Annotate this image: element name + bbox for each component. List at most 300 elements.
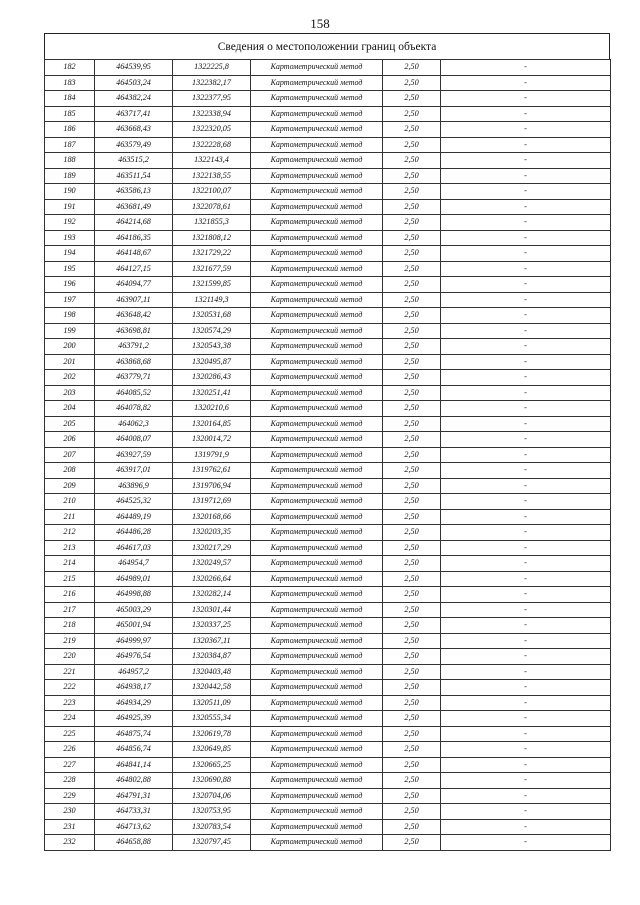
table-row [45,401,611,417]
x-coordinate-cell: 464094,77 [95,277,173,293]
y-coordinate-cell: 1322138,55 [173,168,251,184]
table-row [45,246,611,262]
method-cell: Картометрический метод [251,401,383,417]
point-number-cell: 207 [45,447,95,463]
point-number-cell: 213 [45,540,95,556]
x-coordinate-cell: 464127,15 [95,261,173,277]
note-cell: - [441,819,611,835]
table-row [45,556,611,572]
y-coordinate-cell: 1320217,29 [173,540,251,556]
method-cell: Картометрический метод [251,122,383,138]
accuracy-cell: 2,50 [383,711,441,727]
x-coordinate-cell: 463779,71 [95,370,173,386]
note-cell: - [441,385,611,401]
y-coordinate-cell: 1320543,38 [173,339,251,355]
y-coordinate-cell: 1321808,12 [173,230,251,246]
accuracy-cell: 2,50 [383,773,441,789]
y-coordinate-cell: 1319791,9 [173,447,251,463]
accuracy-cell: 2,50 [383,339,441,355]
note-cell: - [441,695,611,711]
x-coordinate-cell: 463681,49 [95,199,173,215]
method-cell: Картометрический метод [251,494,383,510]
table-row [45,184,611,200]
accuracy-cell: 2,50 [383,757,441,773]
y-coordinate-cell: 1321149,3 [173,292,251,308]
point-number-cell: 191 [45,199,95,215]
y-coordinate-cell: 1320649,85 [173,742,251,758]
y-coordinate-cell: 1319706,94 [173,478,251,494]
accuracy-cell: 2,50 [383,587,441,603]
y-coordinate-cell: 1322143,4 [173,153,251,169]
accuracy-cell: 2,50 [383,633,441,649]
note-cell: - [441,447,611,463]
note-cell: - [441,742,611,758]
method-cell: Картометрический метод [251,819,383,835]
y-coordinate-cell: 1320511,09 [173,695,251,711]
method-cell: Картометрический метод [251,649,383,665]
table-row [45,587,611,603]
point-number-cell: 229 [45,788,95,804]
method-cell: Картометрический метод [251,618,383,634]
table-row [45,153,611,169]
y-coordinate-cell: 1320665,25 [173,757,251,773]
x-coordinate-cell: 464658,88 [95,835,173,851]
x-coordinate-cell: 464938,17 [95,680,173,696]
table-row [45,339,611,355]
method-cell: Картометрический метод [251,230,383,246]
x-coordinate-cell: 464489,19 [95,509,173,525]
method-cell: Картометрический метод [251,525,383,541]
point-number-cell: 217 [45,602,95,618]
accuracy-cell: 2,50 [383,664,441,680]
x-coordinate-cell: 464934,29 [95,695,173,711]
table-row [45,106,611,122]
point-number-cell: 232 [45,835,95,851]
note-cell: - [441,757,611,773]
accuracy-cell: 2,50 [383,308,441,324]
method-cell: Картометрический метод [251,60,383,76]
note-cell: - [441,711,611,727]
method-cell: Картометрический метод [251,184,383,200]
method-cell: Картометрический метод [251,292,383,308]
point-number-cell: 231 [45,819,95,835]
note-cell: - [441,835,611,851]
accuracy-cell: 2,50 [383,246,441,262]
x-coordinate-cell: 464875,74 [95,726,173,742]
x-coordinate-cell: 464382,24 [95,91,173,107]
table-row [45,215,611,231]
method-cell: Картометрический метод [251,199,383,215]
note-cell: - [441,788,611,804]
y-coordinate-cell: 1320797,45 [173,835,251,851]
accuracy-cell: 2,50 [383,571,441,587]
y-coordinate-cell: 1322078,61 [173,199,251,215]
y-coordinate-cell: 1320442,58 [173,680,251,696]
y-coordinate-cell: 1320753,95 [173,804,251,820]
method-cell: Картометрический метод [251,308,383,324]
table-row [45,773,611,789]
table-row [45,540,611,556]
table-row [45,122,611,138]
accuracy-cell: 2,50 [383,199,441,215]
accuracy-cell: 2,50 [383,122,441,138]
note-cell: - [441,292,611,308]
table-row [45,385,611,401]
table-row [45,649,611,665]
note-cell: - [441,277,611,293]
point-number-cell: 193 [45,230,95,246]
y-coordinate-cell: 1321677,59 [173,261,251,277]
x-coordinate-cell: 463579,49 [95,137,173,153]
x-coordinate-cell: 464214,68 [95,215,173,231]
boundary-table-sheet [44,33,610,851]
y-coordinate-cell: 1320203,35 [173,525,251,541]
x-coordinate-cell: 463515,2 [95,153,173,169]
y-coordinate-cell: 1322100,07 [173,184,251,200]
y-coordinate-cell: 1320168,66 [173,509,251,525]
method-cell: Картометрический метод [251,354,383,370]
y-coordinate-cell: 1320286,43 [173,370,251,386]
method-cell: Картометрический метод [251,246,383,262]
table-row [45,602,611,618]
method-cell: Картометрический метод [251,587,383,603]
table-row [45,835,611,851]
method-cell: Картометрический метод [251,711,383,727]
y-coordinate-cell: 1320367,11 [173,633,251,649]
accuracy-cell: 2,50 [383,401,441,417]
accuracy-cell: 2,50 [383,184,441,200]
method-cell: Картометрический метод [251,835,383,851]
accuracy-cell: 2,50 [383,153,441,169]
note-cell: - [441,649,611,665]
method-cell: Картометрический метод [251,742,383,758]
point-number-cell: 230 [45,804,95,820]
point-number-cell: 194 [45,246,95,262]
accuracy-cell: 2,50 [383,292,441,308]
note-cell: - [441,184,611,200]
x-coordinate-cell: 463791,2 [95,339,173,355]
note-cell: - [441,494,611,510]
x-coordinate-cell: 465001,94 [95,618,173,634]
coordinates-table [44,59,611,851]
note-cell: - [441,804,611,820]
x-coordinate-cell: 464976,54 [95,649,173,665]
x-coordinate-cell: 464954,7 [95,556,173,572]
table-row [45,618,611,634]
table-row [45,788,611,804]
point-number-cell: 203 [45,385,95,401]
method-cell: Картометрический метод [251,463,383,479]
x-coordinate-cell: 463698,81 [95,323,173,339]
accuracy-cell: 2,50 [383,168,441,184]
point-number-cell: 190 [45,184,95,200]
accuracy-cell: 2,50 [383,726,441,742]
method-cell: Картометрический метод [251,153,383,169]
accuracy-cell: 2,50 [383,432,441,448]
point-number-cell: 223 [45,695,95,711]
point-number-cell: 186 [45,122,95,138]
table-row [45,432,611,448]
point-number-cell: 202 [45,370,95,386]
y-coordinate-cell: 1320266,64 [173,571,251,587]
y-coordinate-cell: 1320619,78 [173,726,251,742]
point-number-cell: 228 [45,773,95,789]
accuracy-cell: 2,50 [383,385,441,401]
point-number-cell: 224 [45,711,95,727]
y-coordinate-cell: 1320210,6 [173,401,251,417]
x-coordinate-cell: 463648,42 [95,308,173,324]
x-coordinate-cell: 463907,11 [95,292,173,308]
y-coordinate-cell: 1322225,8 [173,60,251,76]
y-coordinate-cell: 1320301,44 [173,602,251,618]
method-cell: Картометрический метод [251,695,383,711]
x-coordinate-cell: 464008,07 [95,432,173,448]
point-number-cell: 196 [45,277,95,293]
table-row [45,91,611,107]
x-coordinate-cell: 464733,31 [95,804,173,820]
y-coordinate-cell: 1320249,57 [173,556,251,572]
x-coordinate-cell: 463927,59 [95,447,173,463]
table-row [45,230,611,246]
accuracy-cell: 2,50 [383,556,441,572]
point-number-cell: 221 [45,664,95,680]
note-cell: - [441,680,611,696]
coordinates-table-body [45,60,611,851]
note-cell: - [441,432,611,448]
accuracy-cell: 2,50 [383,804,441,820]
y-coordinate-cell: 1322228,68 [173,137,251,153]
y-coordinate-cell: 1320384,87 [173,649,251,665]
point-number-cell: 209 [45,478,95,494]
note-cell: - [441,370,611,386]
x-coordinate-cell: 463717,41 [95,106,173,122]
x-coordinate-cell: 464791,31 [95,788,173,804]
accuracy-cell: 2,50 [383,416,441,432]
x-coordinate-cell: 464925,39 [95,711,173,727]
table-row [45,292,611,308]
method-cell: Картометрический метод [251,633,383,649]
note-cell: - [441,401,611,417]
note-cell: - [441,416,611,432]
note-cell: - [441,540,611,556]
accuracy-cell: 2,50 [383,75,441,91]
point-number-cell: 197 [45,292,95,308]
x-coordinate-cell: 463511,54 [95,168,173,184]
table-row [45,354,611,370]
method-cell: Картометрический метод [251,773,383,789]
point-number-cell: 226 [45,742,95,758]
accuracy-cell: 2,50 [383,106,441,122]
method-cell: Картометрический метод [251,385,383,401]
page-number: 158 [310,16,330,31]
note-cell: - [441,463,611,479]
y-coordinate-cell: 1322377,95 [173,91,251,107]
note-cell: - [441,602,611,618]
accuracy-cell: 2,50 [383,370,441,386]
y-coordinate-cell: 1322320,05 [173,122,251,138]
point-number-cell: 189 [45,168,95,184]
table-row [45,711,611,727]
method-cell: Картометрический метод [251,602,383,618]
y-coordinate-cell: 1320337,25 [173,618,251,634]
x-coordinate-cell: 464713,62 [95,819,173,835]
y-coordinate-cell: 1320495,87 [173,354,251,370]
x-coordinate-cell: 464841,14 [95,757,173,773]
accuracy-cell: 2,50 [383,354,441,370]
table-row [45,75,611,91]
table-row [45,494,611,510]
method-cell: Картометрический метод [251,540,383,556]
accuracy-cell: 2,50 [383,835,441,851]
table-row [45,447,611,463]
accuracy-cell: 2,50 [383,463,441,479]
point-number-cell: 192 [45,215,95,231]
table-row [45,323,611,339]
note-cell: - [441,261,611,277]
x-coordinate-cell: 464802,88 [95,773,173,789]
y-coordinate-cell: 1320282,14 [173,587,251,603]
point-number-cell: 183 [45,75,95,91]
y-coordinate-cell: 1319712,69 [173,494,251,510]
note-cell: - [441,354,611,370]
point-number-cell: 215 [45,571,95,587]
method-cell: Картометрический метод [251,478,383,494]
note-cell: - [441,91,611,107]
note-cell: - [441,230,611,246]
table-row [45,370,611,386]
accuracy-cell: 2,50 [383,540,441,556]
method-cell: Картометрический метод [251,323,383,339]
point-number-cell: 198 [45,308,95,324]
y-coordinate-cell: 1320164,85 [173,416,251,432]
method-cell: Картометрический метод [251,680,383,696]
point-number-cell: 200 [45,339,95,355]
accuracy-cell: 2,50 [383,323,441,339]
table-row [45,742,611,758]
table-row [45,261,611,277]
method-cell: Картометрический метод [251,339,383,355]
table-row [45,664,611,680]
accuracy-cell: 2,50 [383,695,441,711]
point-number-cell: 188 [45,153,95,169]
method-cell: Картометрический метод [251,664,383,680]
point-number-cell: 216 [45,587,95,603]
y-coordinate-cell: 1321729,22 [173,246,251,262]
x-coordinate-cell: 464539,95 [95,60,173,76]
y-coordinate-cell: 1321855,3 [173,215,251,231]
table-row [45,680,611,696]
point-number-cell: 182 [45,60,95,76]
method-cell: Картометрический метод [251,804,383,820]
accuracy-cell: 2,50 [383,649,441,665]
accuracy-cell: 2,50 [383,602,441,618]
accuracy-cell: 2,50 [383,788,441,804]
note-cell: - [441,60,611,76]
accuracy-cell: 2,50 [383,447,441,463]
point-number-cell: 222 [45,680,95,696]
method-cell: Картометрический метод [251,757,383,773]
accuracy-cell: 2,50 [383,525,441,541]
x-coordinate-cell: 464998,88 [95,587,173,603]
table-row [45,308,611,324]
note-cell: - [441,199,611,215]
note-cell: - [441,168,611,184]
accuracy-cell: 2,50 [383,742,441,758]
method-cell: Картометрический метод [251,137,383,153]
method-cell: Картометрический метод [251,447,383,463]
note-cell: - [441,773,611,789]
point-number-cell: 199 [45,323,95,339]
note-cell: - [441,571,611,587]
note-cell: - [441,726,611,742]
x-coordinate-cell: 464999,97 [95,633,173,649]
point-number-cell: 214 [45,556,95,572]
table-row [45,804,611,820]
y-coordinate-cell: 1320403,48 [173,664,251,680]
y-coordinate-cell: 1320704,06 [173,788,251,804]
method-cell: Картометрический метод [251,788,383,804]
method-cell: Картометрический метод [251,726,383,742]
accuracy-cell: 2,50 [383,277,441,293]
point-number-cell: 206 [45,432,95,448]
x-coordinate-cell: 464085,52 [95,385,173,401]
x-coordinate-cell: 464486,28 [95,525,173,541]
point-number-cell: 187 [45,137,95,153]
note-cell: - [441,633,611,649]
table-row [45,199,611,215]
table-row [45,478,611,494]
accuracy-cell: 2,50 [383,509,441,525]
accuracy-cell: 2,50 [383,215,441,231]
method-cell: Картометрический метод [251,261,383,277]
note-cell: - [441,106,611,122]
method-cell: Картометрический метод [251,416,383,432]
x-coordinate-cell: 464148,67 [95,246,173,262]
accuracy-cell: 2,50 [383,618,441,634]
accuracy-cell: 2,50 [383,261,441,277]
y-coordinate-cell: 1320574,29 [173,323,251,339]
table-row [45,525,611,541]
point-number-cell: 212 [45,525,95,541]
table-row [45,757,611,773]
point-number-cell: 208 [45,463,95,479]
note-cell: - [441,509,611,525]
method-cell: Картометрический метод [251,277,383,293]
method-cell: Картометрический метод [251,509,383,525]
point-number-cell: 185 [45,106,95,122]
x-coordinate-cell: 463917,01 [95,463,173,479]
x-coordinate-cell: 464078,82 [95,401,173,417]
y-coordinate-cell: 1320014,72 [173,432,251,448]
accuracy-cell: 2,50 [383,230,441,246]
note-cell: - [441,339,611,355]
y-coordinate-cell: 1320783,54 [173,819,251,835]
y-coordinate-cell: 1320555,34 [173,711,251,727]
y-coordinate-cell: 1322382,17 [173,75,251,91]
table-row [45,60,611,76]
accuracy-cell: 2,50 [383,819,441,835]
note-cell: - [441,122,611,138]
point-number-cell: 201 [45,354,95,370]
x-coordinate-cell: 463586,13 [95,184,173,200]
y-coordinate-cell: 1320531,68 [173,308,251,324]
point-number-cell: 205 [45,416,95,432]
x-coordinate-cell: 464989,01 [95,571,173,587]
x-coordinate-cell: 464503,24 [95,75,173,91]
point-number-cell: 220 [45,649,95,665]
point-number-cell: 219 [45,633,95,649]
method-cell: Картометрический метод [251,91,383,107]
